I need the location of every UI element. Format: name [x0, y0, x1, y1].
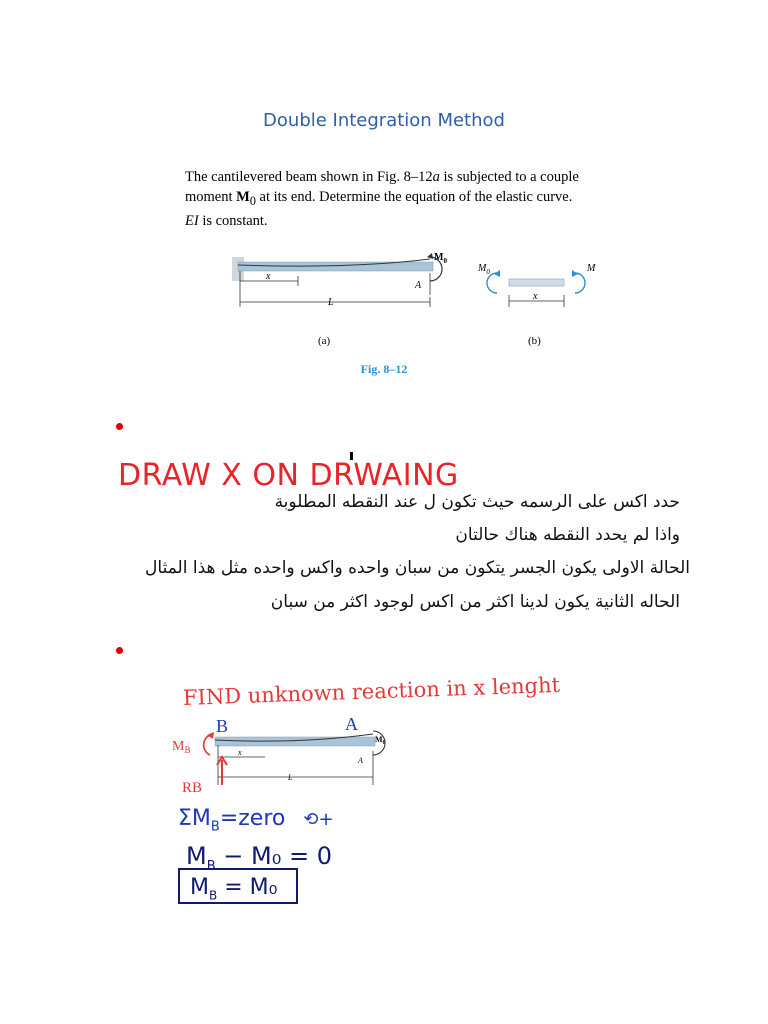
- arabic-line-4: الحاله الثانية يكون لدينا اكثر من اكس لوجود اكثر من سبان: [270, 592, 680, 612]
- page-title: Double Integration Method: [263, 110, 505, 131]
- label-b-m0: $M_0$: [478, 263, 490, 276]
- moment-arrowhead-a: [427, 253, 433, 259]
- figure-b-free-body: [475, 255, 605, 315]
- moment-arrow-left: [487, 273, 497, 293]
- moment-arrowhead-right: [572, 270, 578, 277]
- annotated-x: x: [238, 748, 242, 757]
- label-x: x: [266, 271, 271, 282]
- annotated-a: A: [358, 756, 363, 765]
- moment-arrow-right: [575, 273, 585, 293]
- eq3-end: = M₀: [217, 875, 278, 900]
- arabic-line-2: واذا لم يحدد النقطه هناك حالتان: [455, 525, 680, 545]
- equation-sum-moments: [178, 806, 334, 834]
- label-b-x: x: [533, 291, 538, 302]
- beam-segment: [509, 279, 564, 286]
- moment-arrowhead-left: [494, 270, 500, 277]
- hand-label-rb: RB: [182, 780, 203, 795]
- bullet-2: [116, 647, 123, 654]
- result-box: [178, 868, 298, 904]
- problem-line-1-text: The cantilevered beam shown in Fig. 8–12: [185, 169, 433, 185]
- hand-moment-arrow: [204, 735, 210, 755]
- bullet-1: [116, 423, 123, 430]
- problem-moment-sub: 0: [249, 193, 256, 208]
- sublabel-b: (b): [528, 335, 541, 347]
- figure-caption: Fig. 8–12: [360, 362, 408, 376]
- sublabel-a: (a): [318, 335, 331, 347]
- hand-moment-arrowhead: [207, 732, 214, 739]
- label-l: L: [328, 297, 334, 308]
- annotated-m0: $M_0$: [375, 735, 386, 746]
- problem-statement: [185, 167, 645, 231]
- eq1-sub: B: [210, 819, 220, 835]
- problem-line-2: [185, 187, 645, 211]
- problem-ei: EI: [185, 212, 199, 229]
- hand-label-mb: $M_B$: [172, 739, 191, 755]
- problem-line-2-start: moment: [185, 189, 237, 205]
- eq1-end: =zero: [219, 806, 286, 831]
- eq1-text: ΣM: [178, 806, 211, 831]
- beam: [238, 262, 433, 271]
- eq2-text: M: [186, 842, 207, 870]
- label-b-m: M: [587, 263, 596, 274]
- problem-moment-symbol: M: [236, 189, 250, 205]
- hand-label-a: A: [345, 715, 358, 734]
- hand-label-b: B: [216, 716, 229, 736]
- section2-heading: FIND unknown reaction in x lenght: [182, 672, 561, 710]
- eq2-sub: B: [206, 858, 216, 874]
- annotated-beam: [215, 737, 375, 746]
- problem-line-1-end: is subjected to a couple: [439, 169, 579, 185]
- arabic-line-1: حدد اكس على الرسمه حيث تكون ل عند النقطه المطلوبة: [274, 492, 680, 512]
- figure-a-cantilever: [230, 245, 460, 320]
- figure-annotated: [170, 715, 400, 795]
- section1-heading: DRAW X ON DRWAING: [118, 458, 459, 493]
- problem-line-2-end: at its end. Determine the equation of the elastic curve.: [255, 189, 573, 205]
- problem-line-3: [185, 211, 645, 231]
- annotated-l: L: [288, 773, 293, 782]
- label-m0: $M_0$: [434, 252, 447, 265]
- problem-line-1: [185, 167, 645, 187]
- eq3-text: M: [190, 875, 209, 900]
- eq2-end: − M₀ = 0: [215, 842, 332, 870]
- eq1-sign-convention: ⟲+: [303, 809, 334, 830]
- label-a: A: [415, 280, 422, 291]
- problem-fig-letter: a: [432, 169, 440, 185]
- eq3-sub: B: [208, 888, 218, 903]
- arabic-line-3: الحالة الاولى يكون الجسر يتكون من سبان واحده واكس واحده مثل هذا المثال: [145, 558, 690, 578]
- problem-line-3-end: is constant.: [198, 212, 268, 229]
